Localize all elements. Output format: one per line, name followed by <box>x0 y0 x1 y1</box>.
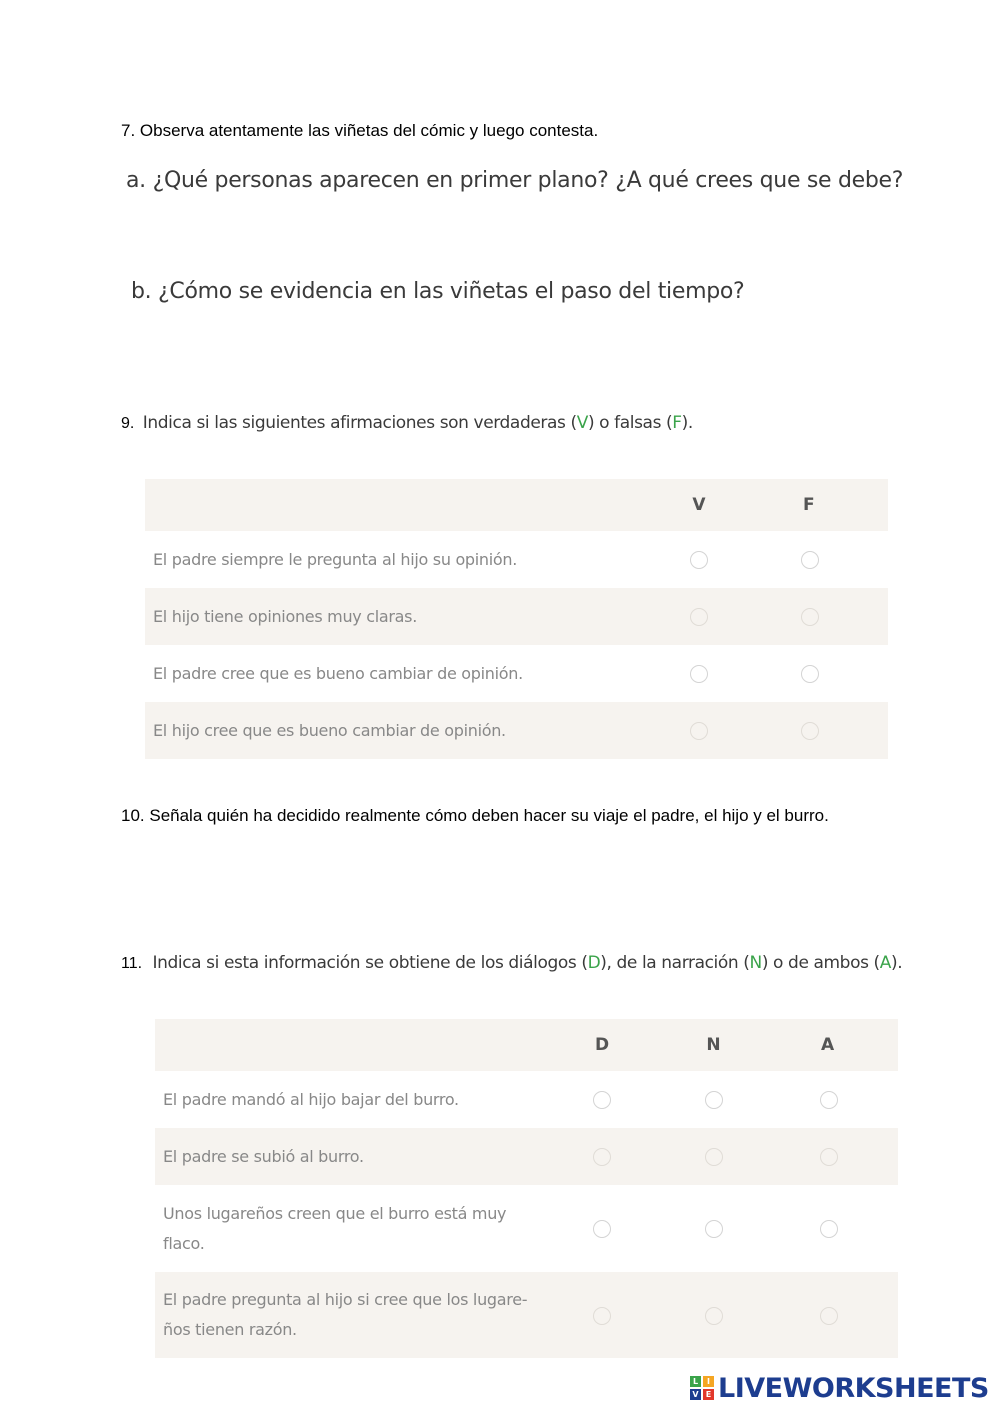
radio-a-3[interactable] <box>820 1220 838 1238</box>
table-header-row <box>145 479 888 531</box>
question-11-number: 11. <box>121 955 143 972</box>
question-7: 7. Observa atentamente las viñetas del cómic y luego contesta. <box>121 121 599 140</box>
col-header-f: F <box>754 479 888 531</box>
radio-n-3[interactable] <box>705 1220 723 1238</box>
col-header-a: A <box>769 1019 898 1071</box>
radio-f-2[interactable] <box>801 608 819 626</box>
question-7a: a. ¿Qué personas aparecen en primer plano? ¿A qué crees que se debe? <box>126 168 904 193</box>
f-letter: F <box>672 413 682 433</box>
radio-a-1[interactable] <box>820 1091 838 1109</box>
question-9-text: Indica si las siguientes afirmaciones son verdaderas (V) o falsas (F). <box>142 413 693 433</box>
statement-2: El padre se subió al burro. <box>155 1128 546 1185</box>
radio-f-1[interactable] <box>801 551 819 569</box>
table-row <box>145 702 888 759</box>
radio-n-4[interactable] <box>705 1307 723 1325</box>
statement-1: El padre mandó al hijo bajar del burro. <box>163 1090 459 1109</box>
col-header-v: V <box>644 479 754 531</box>
table-row <box>155 1071 898 1128</box>
logo-text: LIVEWORKSHEETS <box>718 1372 989 1404</box>
radio-d-2[interactable] <box>593 1148 611 1166</box>
table-row <box>145 588 888 645</box>
question-9-heading <box>121 413 693 433</box>
question-9-number: 9. <box>121 415 135 432</box>
source-table <box>155 1019 898 1358</box>
question-11-heading <box>121 953 902 973</box>
radio-d-4[interactable] <box>593 1307 611 1325</box>
table-row <box>155 1128 898 1185</box>
radio-d-3[interactable] <box>593 1220 611 1238</box>
liveworksheets-logo <box>690 1373 989 1403</box>
statement-3: Unos lugareños creen que el burro está muy flaco. <box>163 1203 507 1253</box>
d-letter: D <box>587 953 601 973</box>
table-row <box>145 645 888 702</box>
radio-a-4[interactable] <box>820 1307 838 1325</box>
table-row <box>155 1185 898 1272</box>
statement-2: El hijo tiene opiniones muy claras. <box>145 588 644 645</box>
radio-v-3[interactable] <box>690 665 708 683</box>
question-11-text: Indica si esta información se obtiene de los diálogos (D), de la narración (N) o de ambos (A). <box>152 953 903 973</box>
table-row <box>155 1272 898 1358</box>
radio-v-4[interactable] <box>690 722 708 740</box>
statement-4: El padre pregunta al hijo si cree que los lugare-ños tienen razón. <box>155 1272 546 1358</box>
statement-3: El padre cree que es bueno cambiar de opinión. <box>153 664 523 683</box>
radio-a-2[interactable] <box>820 1148 838 1166</box>
v-letter: V <box>576 413 588 433</box>
radio-n-1[interactable] <box>705 1091 723 1109</box>
statement-1: El padre siempre le pregunta al hijo su opinión. <box>153 550 518 569</box>
radio-d-1[interactable] <box>593 1091 611 1109</box>
radio-f-3[interactable] <box>801 665 819 683</box>
radio-f-4[interactable] <box>801 722 819 740</box>
liveworksheets-grid-icon: L I V E <box>690 1376 714 1400</box>
radio-v-2[interactable] <box>690 608 708 626</box>
table-header-row <box>155 1019 898 1071</box>
true-false-table <box>145 479 888 759</box>
question-7b: b. ¿Cómo se evidencia en las viñetas el paso del tiempo? <box>131 279 745 304</box>
a-letter: A <box>879 953 892 973</box>
col-header-n: N <box>658 1019 769 1071</box>
radio-v-1[interactable] <box>690 551 708 569</box>
col-header-d: D <box>546 1019 658 1071</box>
statement-4: El hijo cree que es bueno cambiar de opinión. <box>145 702 644 759</box>
n-letter: N <box>749 953 762 973</box>
question-10: 10. Señala quién ha decidido realmente cómo deben hacer su viaje el padre, el hijo y el burro. <box>121 806 829 825</box>
radio-n-2[interactable] <box>705 1148 723 1166</box>
table-row <box>145 531 888 588</box>
